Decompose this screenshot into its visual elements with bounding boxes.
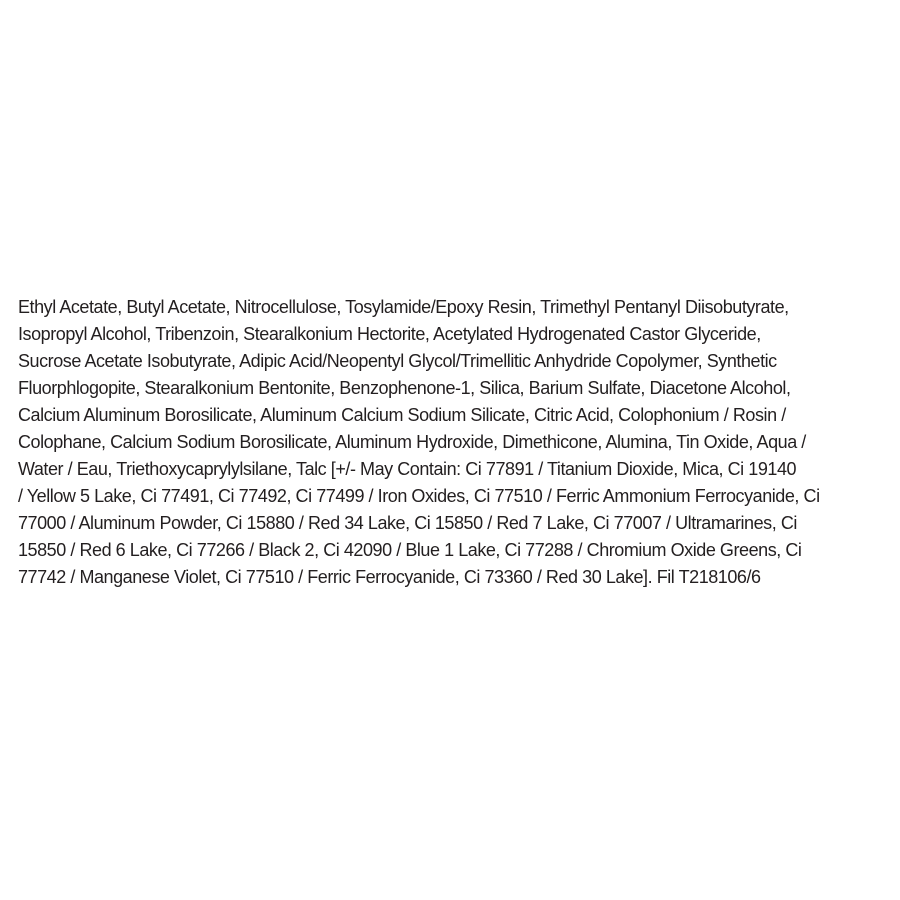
ingredients-line: 15850 / Red 6 Lake, Ci 77266 / Black 2, Ci 42090 / Blue 1 Lake, Ci 77288 / Chromium Oxide Greens, Ci: [18, 540, 802, 560]
ingredients-text: [18, 294, 884, 591]
ingredients-line: Water / Eau, Triethoxycaprylylsilane, Talc [+/- May Contain: Ci 77891 / Titanium Dioxide, Mica, Ci 19140: [18, 459, 797, 479]
ingredients-line: Calcium Aluminum Borosilicate, Aluminum Calcium Sodium Silicate, Citric Acid, Colophonium / Rosin /: [18, 405, 786, 425]
ingredients-line: Sucrose Acetate Isobutyrate, Adipic Acid/Neopentyl Glycol/Trimellitic Anhydride Copolymer, Synthetic: [18, 351, 777, 371]
ingredients-line: Colophane, Calcium Sodium Borosilicate, Aluminum Hydroxide, Dimethicone, Alumina, Tin Oxide, Aqua /: [18, 432, 806, 452]
ingredients-line: 77742 / Manganese Violet, Ci 77510 / Ferric Ferrocyanide, Ci 73360 / Red 30 Lake]. Fil T218106/6: [18, 567, 761, 587]
ingredients-line: 77000 / Aluminum Powder, Ci 15880 / Red 34 Lake, Ci 15850 / Red 7 Lake, Ci 77007 / Ultramarines, Ci: [18, 513, 797, 533]
ingredients-line: Isopropyl Alcohol, Tribenzoin, Stearalkonium Hectorite, Acetylated Hydrogenated Castor Glyceride,: [18, 324, 761, 344]
ingredients-line: / Yellow 5 Lake, Ci 77491, Ci 77492, Ci 77499 / Iron Oxides, Ci 77510 / Ferric Ammonium Ferrocyanide, Ci: [18, 486, 820, 506]
ingredients-line: Fluorphlogopite, Stearalkonium Bentonite, Benzophenone-1, Silica, Barium Sulfate, Diacetone Alcohol,: [18, 378, 791, 398]
ingredients-line: Ethyl Acetate, Butyl Acetate, Nitrocellulose, Tosylamide/Epoxy Resin, Trimethyl Pentanyl Diisobutyrate,: [18, 297, 789, 317]
